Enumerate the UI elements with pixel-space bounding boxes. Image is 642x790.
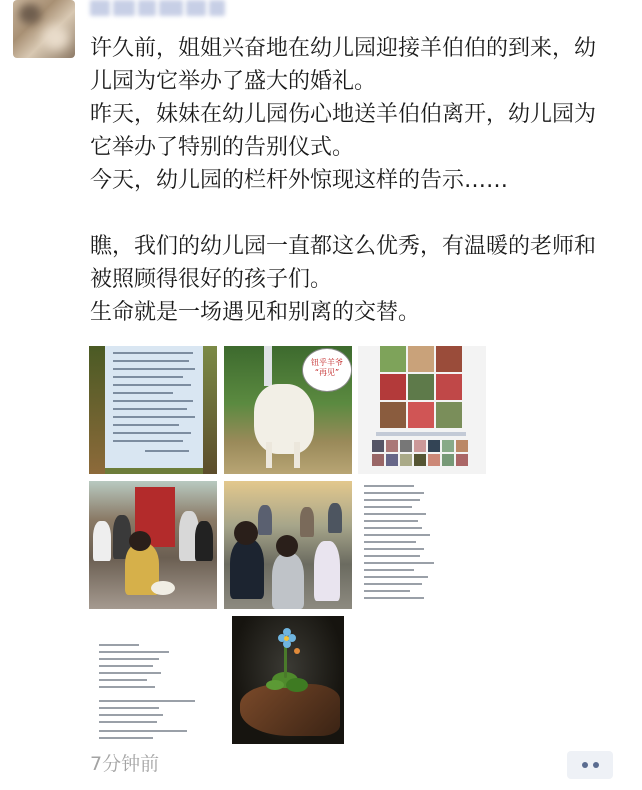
bubble-text: 钮乎羊爷 “再见”	[311, 358, 343, 377]
photo-goat[interactable]	[224, 346, 352, 474]
post-paragraph: 生命就是一场遇见和别离的交替。	[90, 300, 421, 325]
more-dots-icon	[593, 762, 599, 768]
notice-paper	[105, 346, 203, 468]
avatar-blur	[19, 4, 41, 24]
post-paragraph: 今天，幼儿园的栏杆外惊现这样的告示……	[90, 168, 509, 193]
post-paragraph: 瞧，我们的幼儿园一直都这么优秀，有温暖的老师和被照顾得很好的孩子们。	[90, 234, 597, 292]
photo-children-walking[interactable]	[224, 481, 352, 609]
post-paragraph: 昨天，妹妹在幼儿园伤心地送羊伯伯离开，幼儿园为它举办了特别的告别仪式。	[90, 102, 597, 160]
avatar[interactable]	[13, 0, 75, 58]
goat	[254, 384, 314, 454]
photo-flower-on-rock[interactable]	[232, 616, 344, 744]
timestamp: 7分钟前	[90, 753, 160, 775]
avatar-blur	[43, 26, 69, 50]
photo-notice[interactable]	[89, 346, 217, 474]
photo-children-garden[interactable]	[89, 481, 217, 609]
photo-document[interactable]	[89, 616, 217, 744]
more-dots-icon	[582, 762, 588, 768]
paragraph-gap	[90, 197, 615, 230]
post-paragraph: 许久前，姐姐兴奋地在幼儿园迎接羊伯伯的到来，幼儿园为它举办了盛大的婚礼。	[90, 36, 597, 94]
post-text	[90, 32, 615, 329]
photo-document-list[interactable]	[358, 481, 486, 609]
rock	[240, 684, 340, 736]
photo-collage[interactable]	[358, 346, 486, 474]
more-button[interactable]	[567, 751, 613, 779]
username-redacted[interactable]	[90, 0, 230, 20]
